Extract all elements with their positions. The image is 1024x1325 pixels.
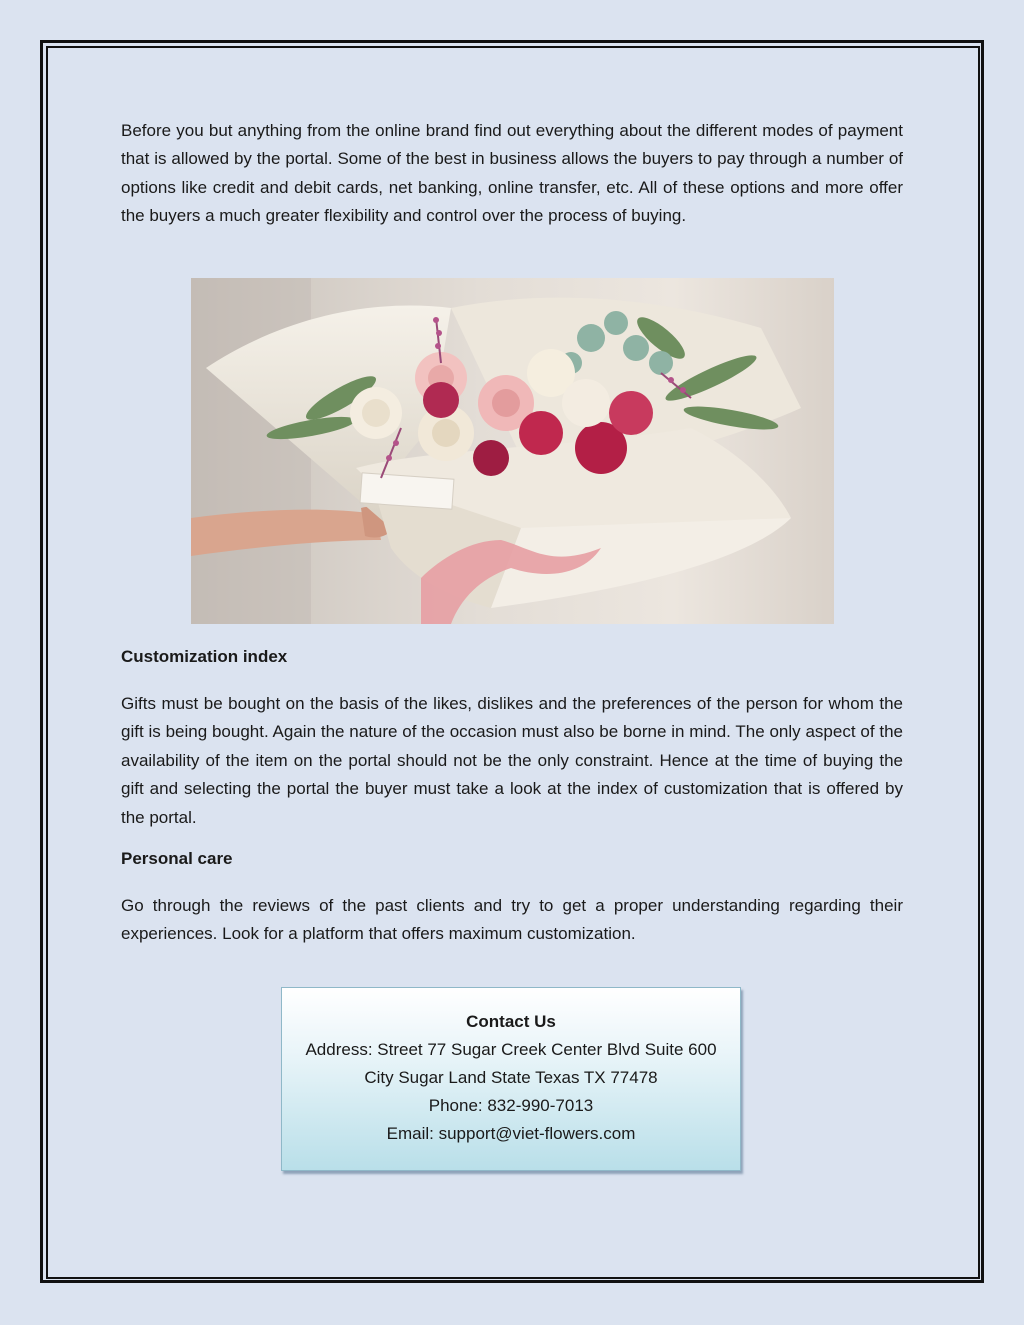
article-content: [121, 117, 903, 231]
contact-box: [281, 987, 741, 1171]
contact-address-line2: City Sugar Land State Texas TX 77478: [364, 1068, 658, 1087]
section-body: Gifts must be bought on the basis of the likes, dislikes and the preferences of the person for whom the gift is being bought. Again the nature of the occasion must also be borne in mind. The only aspect of the availability of the item on the portal should not be the only constraint. Hence at the time of buying the gift and selecting the portal the buyer must take a look at the index of customization that is offered by the portal.: [121, 694, 903, 827]
section-heading: Customization index: [121, 647, 288, 666]
contact-title: Contact Us: [466, 1012, 556, 1031]
personal-care-section: [121, 847, 903, 949]
section-heading: Personal care: [121, 849, 233, 868]
contact-address-line1: Address: Street 77 Sugar Creek Center Blvd Suite 600: [305, 1040, 717, 1059]
customization-section: [121, 645, 903, 832]
flower-bouquet-image: [191, 278, 834, 624]
contact-email: Email: support@viet-flowers.com: [386, 1124, 636, 1143]
section-body: Go through the reviews of the past clients and try to get a proper understanding regarding their experiences. Look for a platform that offers maximum customization.: [121, 896, 903, 944]
contact-phone: Phone: 832-990-7013: [428, 1096, 594, 1115]
intro-paragraph: Before you but anything from the online brand find out everything about the different modes of payment that is allowed by the portal. Some of the best in business allows the buyers to pay through a number of options like credit and debit cards, net banking, online transfer, etc. All of these options and more offer the buyers a much greater flexibility and control over the process of buying.: [121, 121, 903, 226]
